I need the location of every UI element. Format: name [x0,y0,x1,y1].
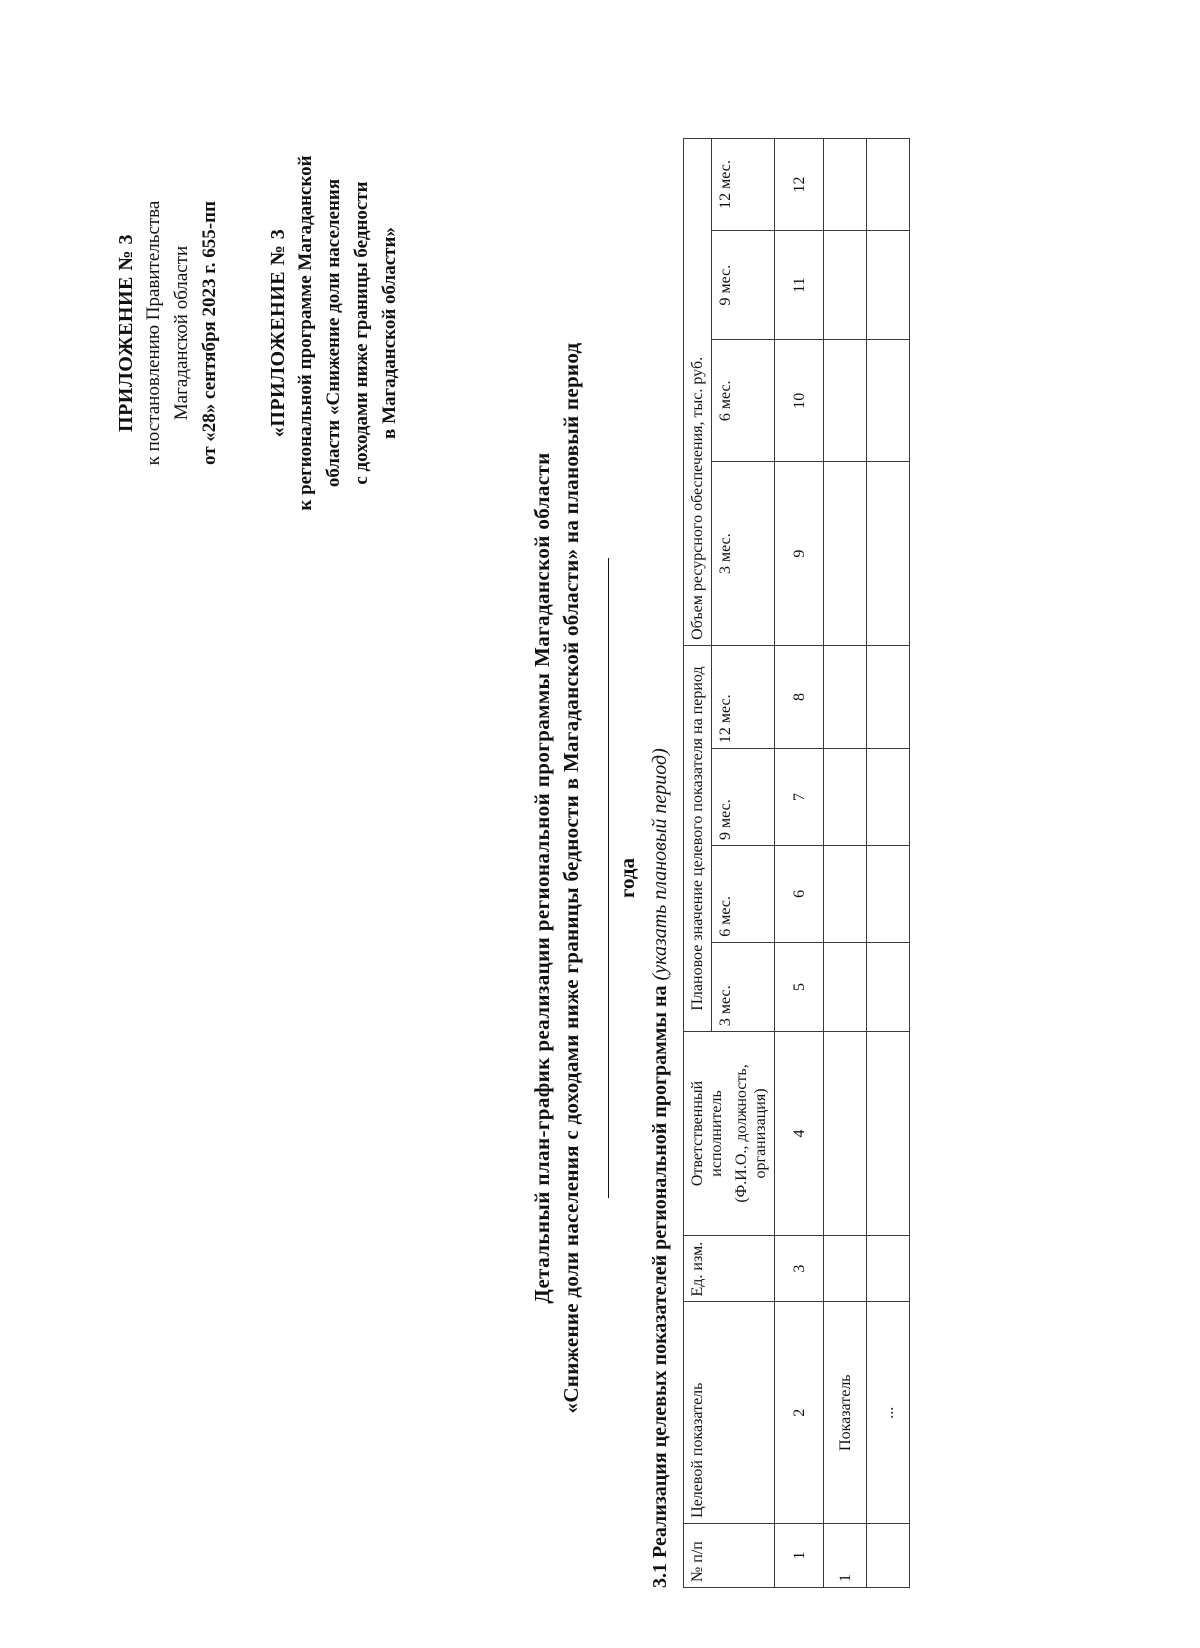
period-cell: 9 мес. [712,230,775,339]
program-appendix-line-4: в Магаданской области» [379,227,400,439]
row-indicator: Показатель [824,1302,867,1523]
column-number: 2 [775,1302,824,1523]
column-number: 8 [775,645,824,748]
plan-title-line-2: «Снижение доли населения с доходами ниже границы бедности в Магаданской области» на плановый период [559,342,583,1414]
column-number: 9 [775,462,824,646]
header-no: № п/п [684,1523,775,1587]
column-number: 10 [775,340,824,462]
plan-title-line-1: Детальный план-график реализации региональной программы Магаданской области [530,452,554,1304]
empty-cell [867,942,910,1031]
period-cell: 6 мес. [712,845,775,942]
program-appendix-line-2: области «Снижение доли населения [323,178,344,488]
table-row [867,139,910,1588]
period-cell: 12 мес. [712,139,775,231]
empty-cell [824,749,867,846]
column-number: 5 [775,942,824,1031]
program-appendix-header [264,113,404,553]
empty-cell [824,462,867,646]
column-number: 12 [775,139,824,231]
blank-line [586,558,609,1198]
empty-cell [867,139,910,231]
program-appendix-line-1: к региональной программе Магаданской [295,155,316,511]
empty-cell [867,340,910,462]
section-heading-text: 3.1 Реализация целевых показателей региональной программы на [649,985,671,1588]
appendix-heading: ПРИЛОЖЕНИЕ № 3 [115,234,137,432]
period-cell: 9 мес. [712,749,775,846]
period-cell: 6 мес. [712,340,775,462]
empty-cell [824,942,867,1031]
column-number: 11 [775,230,824,339]
row-indicator: ... [867,1302,910,1523]
section-heading-note: (указать плановый период) [649,748,671,981]
appendix-header [112,113,224,553]
plan-title [528,168,642,1588]
appendix-date-line: от «28» сентября 2023 г. 655-пп [199,200,220,466]
empty-cell [867,1235,910,1302]
empty-cell [867,230,910,339]
empty-cell [867,645,910,748]
period-cell: 3 мес. [712,942,775,1031]
empty-cell [824,1032,867,1236]
row-no: 1 [824,1523,867,1587]
empty-cell [867,845,910,942]
plan-period-blank [586,558,615,1198]
period-cell: 12 мес. [712,645,775,748]
plan-title-line-3: года [615,857,639,899]
program-appendix-line-3: с доходами ниже границы бедности [351,181,372,485]
appendix-line-1: к постановлению Правительства [143,200,164,466]
section-heading [647,748,673,1588]
period-cell: 3 мес. [712,462,775,646]
empty-cell [824,645,867,748]
empty-cell [867,462,910,646]
column-number: 7 [775,749,824,846]
empty-cell [824,340,867,462]
header-unit: Ед. изм. [684,1235,775,1302]
table-row [824,139,867,1588]
table-header-row [684,139,712,1588]
empty-cell [867,749,910,846]
empty-cell [824,230,867,339]
header-responsible-note: (Ф.И.О., должность, организация) [733,1064,769,1203]
column-number: 3 [775,1235,824,1302]
column-number: 4 [775,1032,824,1236]
empty-cell [824,1235,867,1302]
indicators-table [683,138,910,1588]
program-appendix-heading: «ПРИЛОЖЕНИЕ № 3 [267,228,289,438]
appendix-line-2: Магаданской области [171,245,192,421]
header-resource-volume: Объем ресурсного обеспечения, тыс. руб. [684,139,712,646]
header-planned-values: Плановое значение целевого показателя на период [684,645,712,1031]
empty-cell [824,139,867,231]
row-no [867,1523,910,1587]
header-responsible-label: Ответственный исполнитель [689,1080,725,1187]
column-number: 1 [775,1523,824,1587]
empty-cell [824,845,867,942]
empty-cell [867,1032,910,1236]
header-indicator: Целевой показатель [684,1302,775,1523]
header-responsible [684,1032,775,1236]
column-number-row [775,139,824,1588]
column-number: 6 [775,845,824,942]
